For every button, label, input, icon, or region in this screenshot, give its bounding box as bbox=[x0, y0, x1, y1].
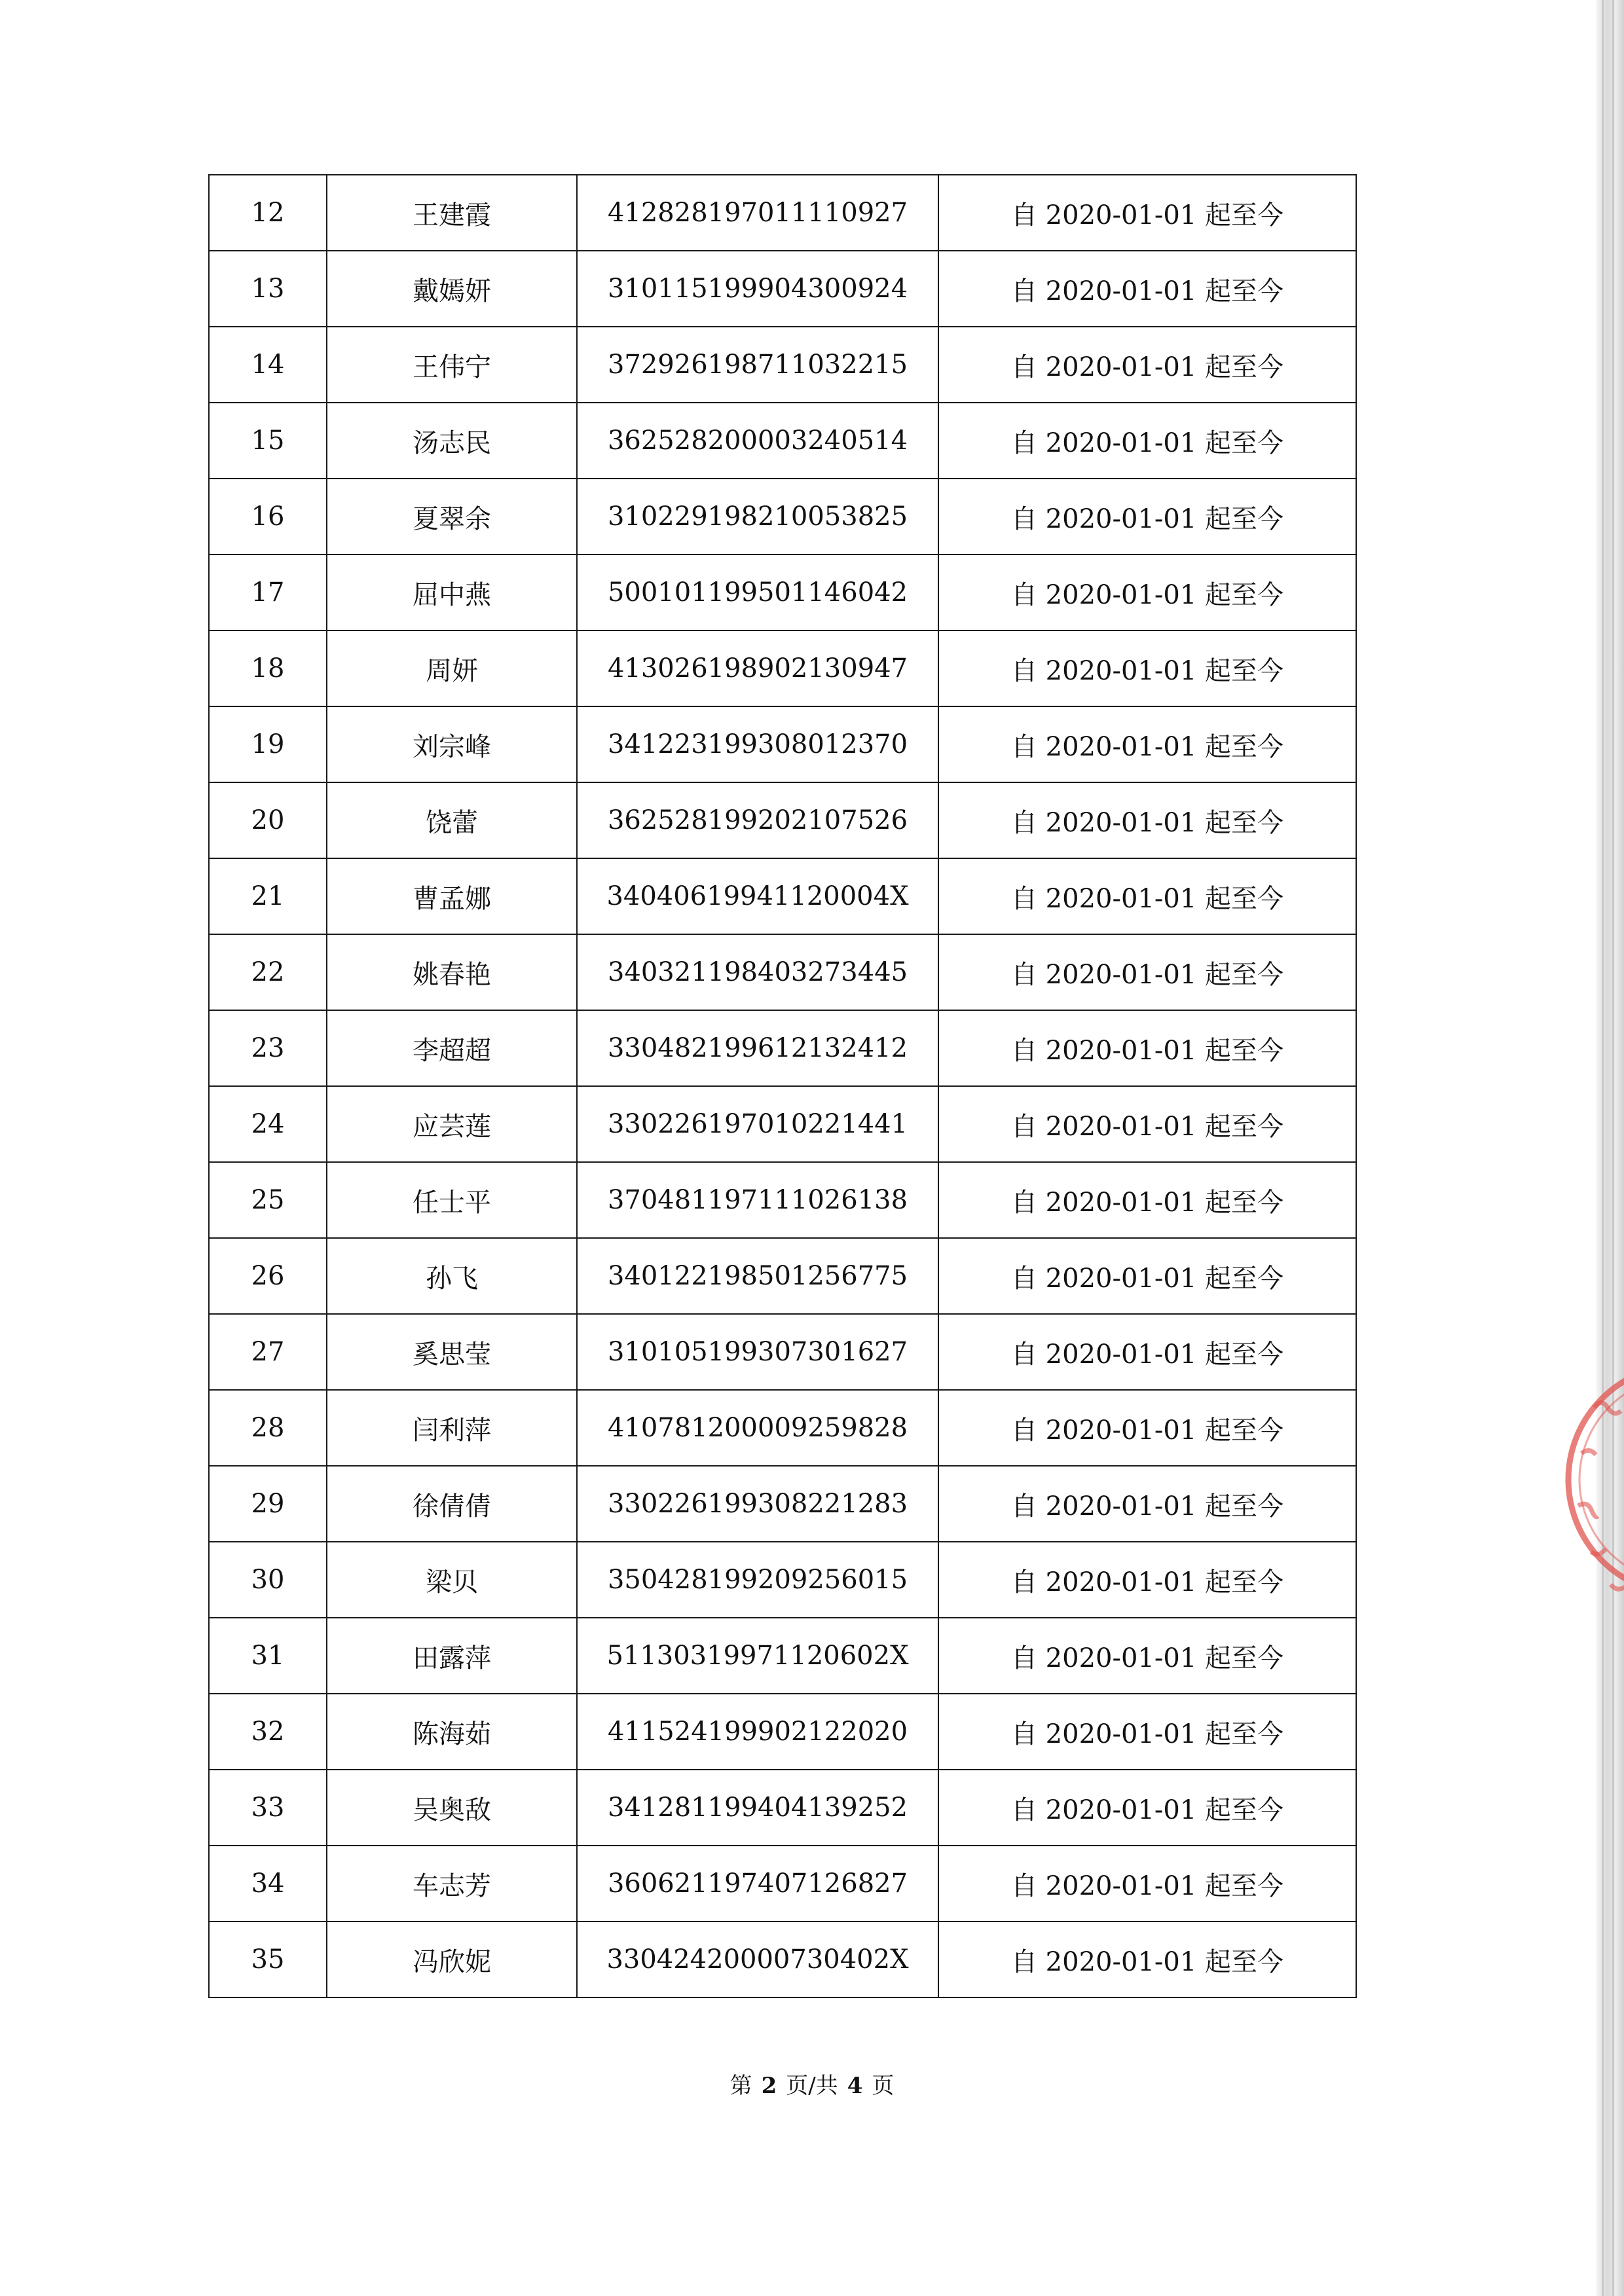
scan-edge-shadow bbox=[1596, 0, 1624, 2296]
id-number: 500101199501146042 bbox=[577, 555, 938, 630]
start-period: 自 2020-01-01 起至今 bbox=[938, 175, 1356, 251]
start-period: 自 2020-01-01 起至今 bbox=[938, 782, 1356, 858]
employee-table bbox=[208, 174, 1357, 1998]
id-number: 412828197011110927 bbox=[577, 175, 938, 251]
employee-name: 田露萍 bbox=[327, 1618, 577, 1694]
row-number: 12 bbox=[209, 175, 327, 251]
row-number: 23 bbox=[209, 1010, 327, 1086]
id-number: 310115199904300924 bbox=[577, 251, 938, 327]
start-period: 自 2020-01-01 起至今 bbox=[938, 1846, 1356, 1922]
table-row bbox=[209, 1922, 1356, 1997]
id-number: 413026198902130947 bbox=[577, 630, 938, 706]
employee-name: 王建霞 bbox=[327, 175, 577, 251]
id-number: 51130319971120602X bbox=[577, 1618, 938, 1694]
id-number: 330226199308221283 bbox=[577, 1466, 938, 1542]
id-number: 372926198711032215 bbox=[577, 327, 938, 403]
table-row bbox=[209, 1618, 1356, 1694]
table-row bbox=[209, 479, 1356, 555]
table-row bbox=[209, 1162, 1356, 1238]
row-number: 29 bbox=[209, 1466, 327, 1542]
id-number: 362528200003240514 bbox=[577, 403, 938, 479]
table-row bbox=[209, 1694, 1356, 1770]
row-number: 26 bbox=[209, 1238, 327, 1314]
table-row bbox=[209, 1390, 1356, 1466]
id-number: 330482199612132412 bbox=[577, 1010, 938, 1086]
employee-name: 汤志民 bbox=[327, 403, 577, 479]
row-number: 16 bbox=[209, 479, 327, 555]
id-number: 411524199902122020 bbox=[577, 1694, 938, 1770]
employee-name: 孙飞 bbox=[327, 1238, 577, 1314]
id-number: 350428199209256015 bbox=[577, 1542, 938, 1618]
row-number: 18 bbox=[209, 630, 327, 706]
scan-edge-line bbox=[1602, 0, 1604, 2296]
row-number: 17 bbox=[209, 555, 327, 630]
employee-name: 梁贝 bbox=[327, 1542, 577, 1618]
seal-outer-ring bbox=[1568, 1365, 1624, 1594]
footer-suffix: 页 bbox=[872, 2073, 895, 2099]
row-number: 28 bbox=[209, 1390, 327, 1466]
employee-name: 周妍 bbox=[327, 630, 577, 706]
table-row bbox=[209, 782, 1356, 858]
table-row bbox=[209, 1314, 1356, 1390]
table-row bbox=[209, 1846, 1356, 1922]
row-number: 14 bbox=[209, 327, 327, 403]
id-number: 33042420000730402X bbox=[577, 1922, 938, 1997]
start-period: 自 2020-01-01 起至今 bbox=[938, 403, 1356, 479]
start-period: 自 2020-01-01 起至今 bbox=[938, 1770, 1356, 1846]
table-row bbox=[209, 555, 1356, 630]
start-period: 自 2020-01-01 起至今 bbox=[938, 1542, 1356, 1618]
row-number: 33 bbox=[209, 1770, 327, 1846]
employee-name: 冯欣妮 bbox=[327, 1922, 577, 1997]
start-period: 自 2020-01-01 起至今 bbox=[938, 479, 1356, 555]
employee-name: 应芸莲 bbox=[327, 1086, 577, 1162]
start-period: 自 2020-01-01 起至今 bbox=[938, 934, 1356, 1010]
id-number: 34040619941120004X bbox=[577, 858, 938, 934]
employee-table-body bbox=[209, 175, 1356, 1997]
employee-name: 姚春艳 bbox=[327, 934, 577, 1010]
row-number: 24 bbox=[209, 1086, 327, 1162]
start-period: 自 2020-01-01 起至今 bbox=[938, 1238, 1356, 1314]
employee-name: 刘宗峰 bbox=[327, 706, 577, 782]
id-number: 310105199307301627 bbox=[577, 1314, 938, 1390]
start-period: 自 2020-01-01 起至今 bbox=[938, 1162, 1356, 1238]
employee-name: 饶蕾 bbox=[327, 782, 577, 858]
start-period: 自 2020-01-01 起至今 bbox=[938, 251, 1356, 327]
id-number: 370481197111026138 bbox=[577, 1162, 938, 1238]
row-number: 21 bbox=[209, 858, 327, 934]
row-number: 27 bbox=[209, 1314, 327, 1390]
start-period: 自 2020-01-01 起至今 bbox=[938, 1390, 1356, 1466]
row-number: 25 bbox=[209, 1162, 327, 1238]
start-period: 自 2020-01-01 起至今 bbox=[938, 858, 1356, 934]
id-number: 362528199202107526 bbox=[577, 782, 938, 858]
start-period: 自 2020-01-01 起至今 bbox=[938, 630, 1356, 706]
id-number: 340321198403273445 bbox=[577, 934, 938, 1010]
employee-name: 闫利萍 bbox=[327, 1390, 577, 1466]
page-footer bbox=[0, 2068, 1624, 2100]
table-row bbox=[209, 1466, 1356, 1542]
start-period: 自 2020-01-01 起至今 bbox=[938, 1466, 1356, 1542]
footer-middle: 页/共 bbox=[786, 2073, 838, 2099]
table-row bbox=[209, 251, 1356, 327]
red-seal-stamp bbox=[1532, 1316, 1624, 1656]
employee-name: 夏翠余 bbox=[327, 479, 577, 555]
table-row bbox=[209, 858, 1356, 934]
row-number: 34 bbox=[209, 1846, 327, 1922]
row-number: 13 bbox=[209, 251, 327, 327]
table-row bbox=[209, 327, 1356, 403]
row-number: 35 bbox=[209, 1922, 327, 1997]
employee-name: 李超超 bbox=[327, 1010, 577, 1086]
id-number: 341281199404139252 bbox=[577, 1770, 938, 1846]
table-row bbox=[209, 1010, 1356, 1086]
start-period: 自 2020-01-01 起至今 bbox=[938, 706, 1356, 782]
row-number: 19 bbox=[209, 706, 327, 782]
employee-name: 奚思莹 bbox=[327, 1314, 577, 1390]
employee-name: 曹孟娜 bbox=[327, 858, 577, 934]
employee-name: 任士平 bbox=[327, 1162, 577, 1238]
employee-name: 陈海茹 bbox=[327, 1694, 577, 1770]
employee-name: 王伟宁 bbox=[327, 327, 577, 403]
start-period: 自 2020-01-01 起至今 bbox=[938, 1010, 1356, 1086]
row-number: 15 bbox=[209, 403, 327, 479]
footer-prefix: 第 bbox=[729, 2073, 752, 2099]
start-period: 自 2020-01-01 起至今 bbox=[938, 1618, 1356, 1694]
start-period: 自 2020-01-01 起至今 bbox=[938, 1086, 1356, 1162]
row-number: 20 bbox=[209, 782, 327, 858]
employee-name: 戴嫣妍 bbox=[327, 251, 577, 327]
start-period: 自 2020-01-01 起至今 bbox=[938, 327, 1356, 403]
employee-name: 屈中燕 bbox=[327, 555, 577, 630]
start-period: 自 2020-01-01 起至今 bbox=[938, 1922, 1356, 1997]
table-row bbox=[209, 1770, 1356, 1846]
table-row bbox=[209, 1238, 1356, 1314]
id-number: 340122198501256775 bbox=[577, 1238, 938, 1314]
row-number: 22 bbox=[209, 934, 327, 1010]
start-period: 自 2020-01-01 起至今 bbox=[938, 1314, 1356, 1390]
start-period: 自 2020-01-01 起至今 bbox=[938, 1694, 1356, 1770]
start-period: 自 2020-01-01 起至今 bbox=[938, 555, 1356, 630]
total-pages-number: 4 bbox=[847, 2073, 863, 2099]
row-number: 30 bbox=[209, 1542, 327, 1618]
row-number: 32 bbox=[209, 1694, 327, 1770]
employee-name: 吴奥敌 bbox=[327, 1770, 577, 1846]
table-row bbox=[209, 175, 1356, 251]
employee-name: 车志芳 bbox=[327, 1846, 577, 1922]
scan-edge-line bbox=[1612, 0, 1614, 2296]
table-row bbox=[209, 706, 1356, 782]
row-number: 31 bbox=[209, 1618, 327, 1694]
id-number: 310229198210053825 bbox=[577, 479, 938, 555]
table-row bbox=[209, 403, 1356, 479]
table-row bbox=[209, 934, 1356, 1010]
employee-name: 徐倩倩 bbox=[327, 1466, 577, 1542]
id-number: 360621197407126827 bbox=[577, 1846, 938, 1922]
table-row bbox=[209, 630, 1356, 706]
table-row bbox=[209, 1542, 1356, 1618]
id-number: 410781200009259828 bbox=[577, 1390, 938, 1466]
table-row bbox=[209, 1086, 1356, 1162]
current-page-number: 2 bbox=[761, 2073, 777, 2099]
id-number: 341223199308012370 bbox=[577, 706, 938, 782]
id-number: 330226197010221441 bbox=[577, 1086, 938, 1162]
